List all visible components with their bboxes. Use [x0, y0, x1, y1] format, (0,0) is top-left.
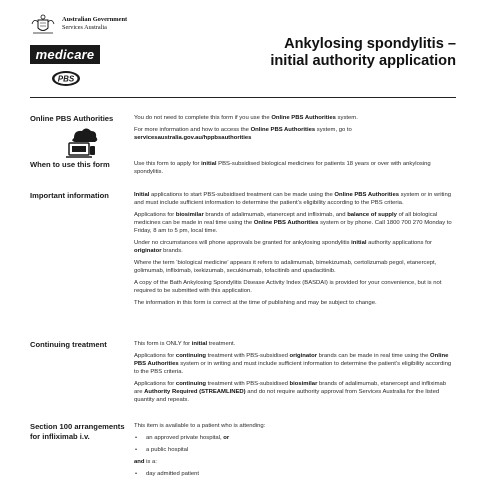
header-divider [30, 97, 456, 98]
section-label: Section 100 arrangements for infliximab i.v. [30, 422, 125, 441]
services-link[interactable]: servicesaustralia.gov.au/hppbsauthorities [134, 135, 252, 141]
coat-of-arms-icon [30, 14, 56, 36]
list-item: • a public hospital [134, 446, 456, 454]
paragraph: Under no circumstances will phone approvals be granted for ankylosing spondylitis initial authority applications for originator brands. [134, 240, 432, 255]
paragraph: Where the term ‘biological medicine’ appears it refers to adalimumab, bimekizumab, certolizumab pegol, etanercept, golimumab, infliximab, ixekizumab, secukinumab, tofacitinib and upadacitinib. [134, 260, 437, 275]
section-label: Continuing treatment [30, 340, 107, 349]
bullet-list [134, 434, 456, 454]
page-title [270, 36, 456, 70]
cloud-computer-icon [60, 124, 102, 160]
section-label: When to use this form [30, 160, 110, 169]
section-continuing-treatment [30, 340, 456, 420]
form-header [0, 0, 480, 96]
paragraph: You do not need to complete this form if you use the Online PBS Authorities system. [134, 115, 358, 121]
section-when-to-use [30, 160, 456, 190]
pbs-logo-text: PBS [57, 74, 75, 84]
paragraph: Initial applications to start PBS-subsidised treatment can be made using the Online PBS Authorities system or in writing and must include sufficient information to determine the patient’s eligibility according to the PBS criteria. [134, 192, 452, 207]
paragraph: This item is available to a patient who is attending: [134, 423, 266, 429]
section-important-info [30, 191, 456, 331]
section-label: Important information [30, 191, 109, 200]
title-line-1: Ankylosing spondylitis – [284, 36, 456, 52]
paragraph: Applications for continuing treatment with PBS-subsidised originator brands can be made in real time using the Online PBS Authorities system or in writing and must include sufficient information to determine the patient’s eligibility according to the PBS criteria. [134, 352, 452, 376]
title-line-2: initial authority application [270, 53, 456, 69]
list-item: • an approved private hospital, or [134, 434, 456, 442]
bullet-list [134, 470, 456, 478]
gov-name: Australian Government [62, 16, 128, 23]
paragraph: and is a: [134, 459, 157, 466]
medicare-logo: medicare [30, 45, 100, 64]
paragraph: For more information and how to access the Online PBS Authorities system, go to [134, 126, 352, 133]
paragraph: A copy of the Bath Ankylosing Spondylitis Disease Activity Index (BASDAI) is provided for your convenience, but is not required to be submitted with this application. [134, 280, 442, 295]
section-online-pbs [30, 114, 456, 166]
list-item: • day admitted patient [134, 470, 456, 478]
section-s100-infliximab [30, 422, 456, 480]
section-label: Online PBS Authorities [30, 114, 114, 123]
paragraph: Applications for continuing treatment with PBS-subsidised biosimilar brands of adalimumab, etanercept and infliximab are Authority Required (STREAMLINED) and do not require authority approval from Services Australia for the listed quantity and repeats. [134, 381, 447, 404]
pbs-logo [51, 70, 81, 87]
government-logo [30, 14, 127, 36]
paragraph: This form is ONLY for initial treatment. [134, 341, 236, 347]
paragraph: Use this form to apply for initial PBS-subsidised biological medicines for patients 18 years or over with ankylosing spondylitis. [134, 161, 431, 176]
paragraph: The information in this form is correct at the time of publishing and may be subject to change. [134, 300, 377, 307]
paragraph: Applications for biosimilar brands of adalimumab, etanercept and infliximab, and balance of supply of all biological medicines can be made in real time using the Online PBS Authorities system or by phone. Call 1800 700 270 Monday to Friday, 8 am to 5 pm, local time. [134, 212, 452, 235]
agency-name: Services Australia [62, 24, 107, 31]
